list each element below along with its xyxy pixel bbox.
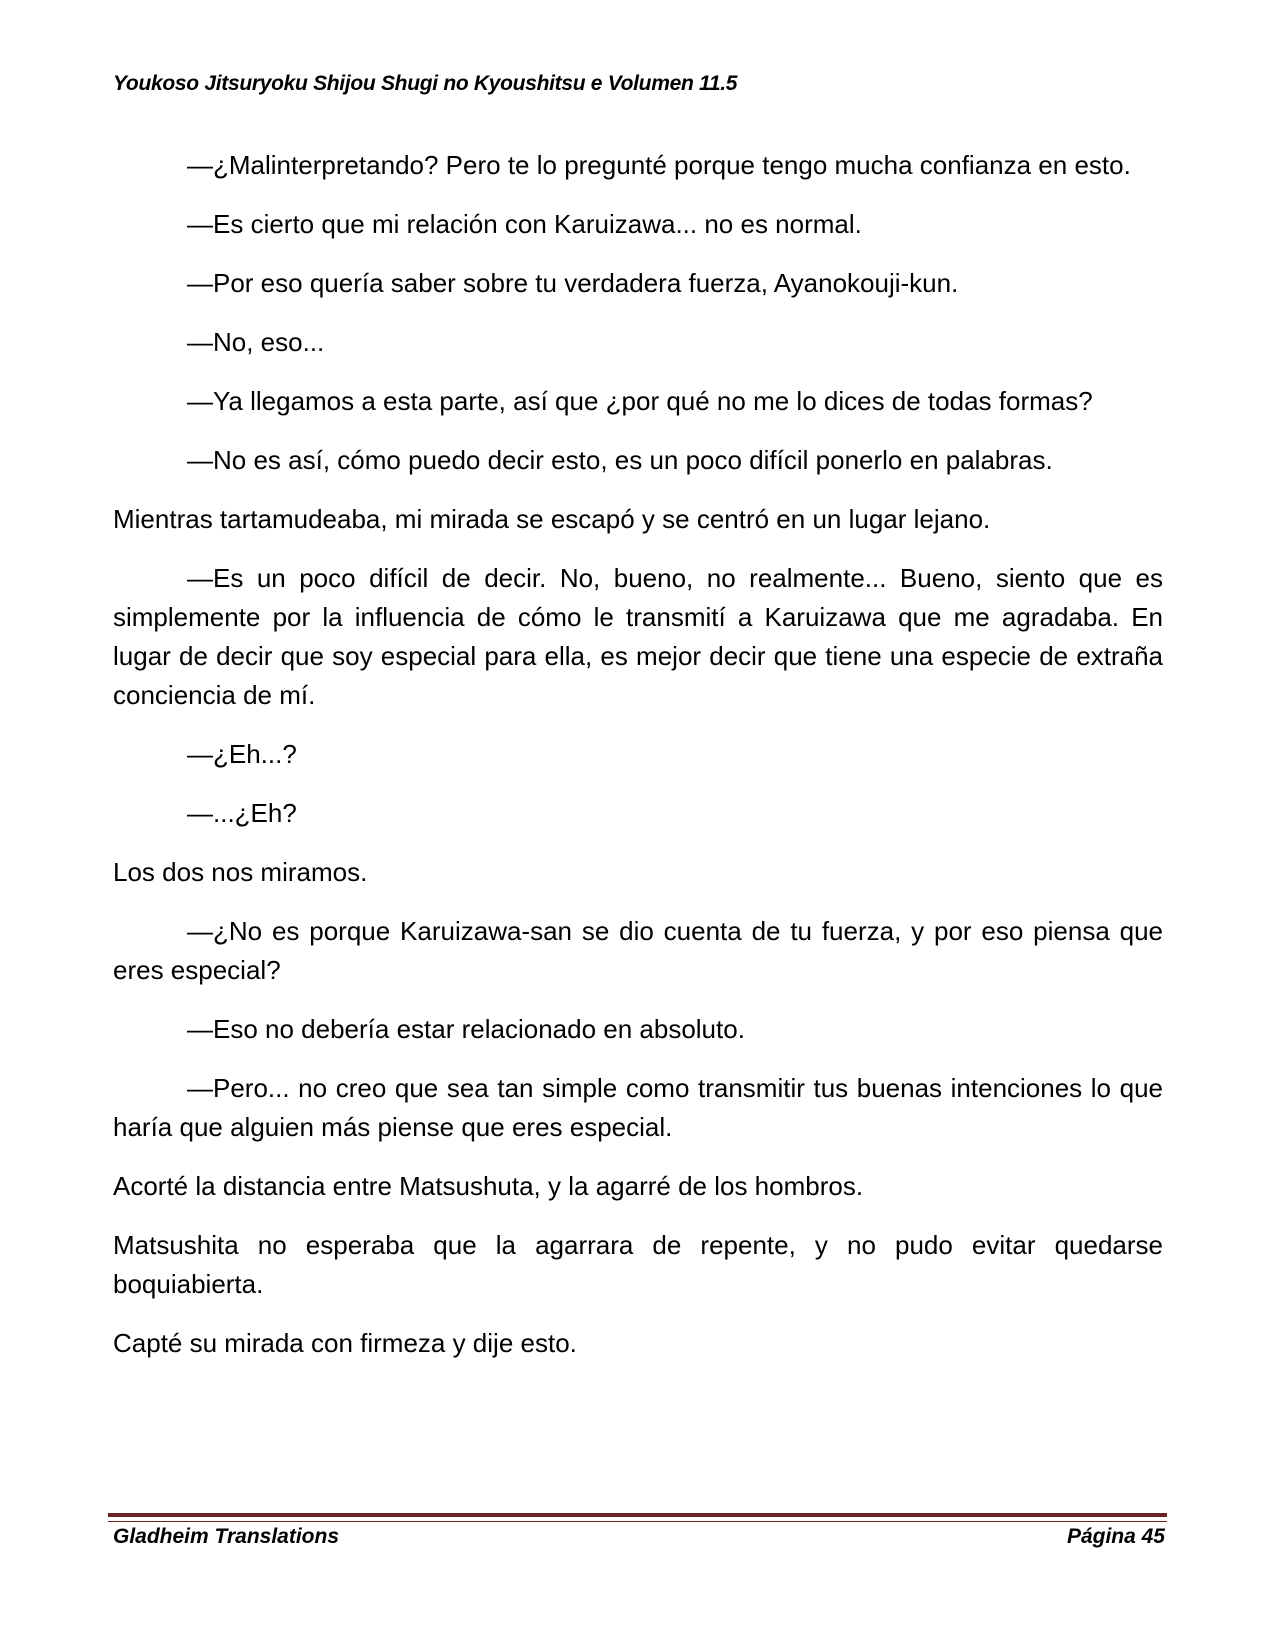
footer-divider [108, 1513, 1167, 1517]
paragraph: Acorté la distancia entre Matsushuta, y la agarré de los hombros. [113, 1171, 864, 1201]
body-text [113, 146, 1163, 1383]
page-header-title: Youkoso Jitsuryoku Shijou Shugi no Kyoushitsu e Volumen 11.5 [113, 72, 738, 95]
paragraph: —¿No es porque Karuizawa-san se dio cuenta de tu fuerza, y por eso piensa que eres especial? [113, 916, 1163, 985]
paragraph: —Por eso quería saber sobre tu verdadera fuerza, Ayanokouji-kun. [187, 268, 959, 298]
paragraph: —No es así, cómo puedo decir esto, es un poco difícil ponerlo en palabras. [187, 445, 1053, 475]
paragraph: —No, eso... [187, 327, 325, 357]
paragraph: —Eso no debería estar relacionado en absoluto. [187, 1014, 745, 1044]
paragraph: —Es cierto que mi relación con Karuizawa... no es normal. [187, 209, 862, 239]
page-number: Página 45 [1066, 1525, 1165, 1548]
paragraph: —¿Malinterpretando? Pero te lo pregunté porque tengo mucha confianza en esto. [187, 150, 1131, 180]
paragraph: —Pero... no creo que sea tan simple como transmitir tus buenas intenciones lo que haría que alguien más piense que eres especial. [113, 1073, 1163, 1142]
paragraph: —¿Eh...? [187, 739, 297, 769]
paragraph: Capté su mirada con firmeza y dije esto. [113, 1328, 577, 1358]
paragraph: Los dos nos miramos. [113, 857, 368, 887]
footer-divider-thin [108, 1521, 1167, 1522]
footer-credit: Gladheim Translations [113, 1525, 340, 1548]
paragraph: —Es un poco difícil de decir. No, bueno, no realmente... Bueno, siento que es simplemente por la influencia de cómo le transmití a Karuizawa que me agradaba. En lugar de decir que soy especial para ella, es mejor decir que tiene una especie de extraña conciencia de mí. [113, 563, 1163, 710]
paragraph: Mientras tartamudeaba, mi mirada se escapó y se centró en un lugar lejano. [113, 504, 991, 534]
paragraph: —...¿Eh? [187, 798, 297, 828]
paragraph: Matsushita no esperaba que la agarrara de repente, y no pudo evitar quedarse boquiabierta. [113, 1230, 1163, 1299]
paragraph: —Ya llegamos a esta parte, así que ¿por qué no me lo dices de todas formas? [187, 386, 1093, 416]
